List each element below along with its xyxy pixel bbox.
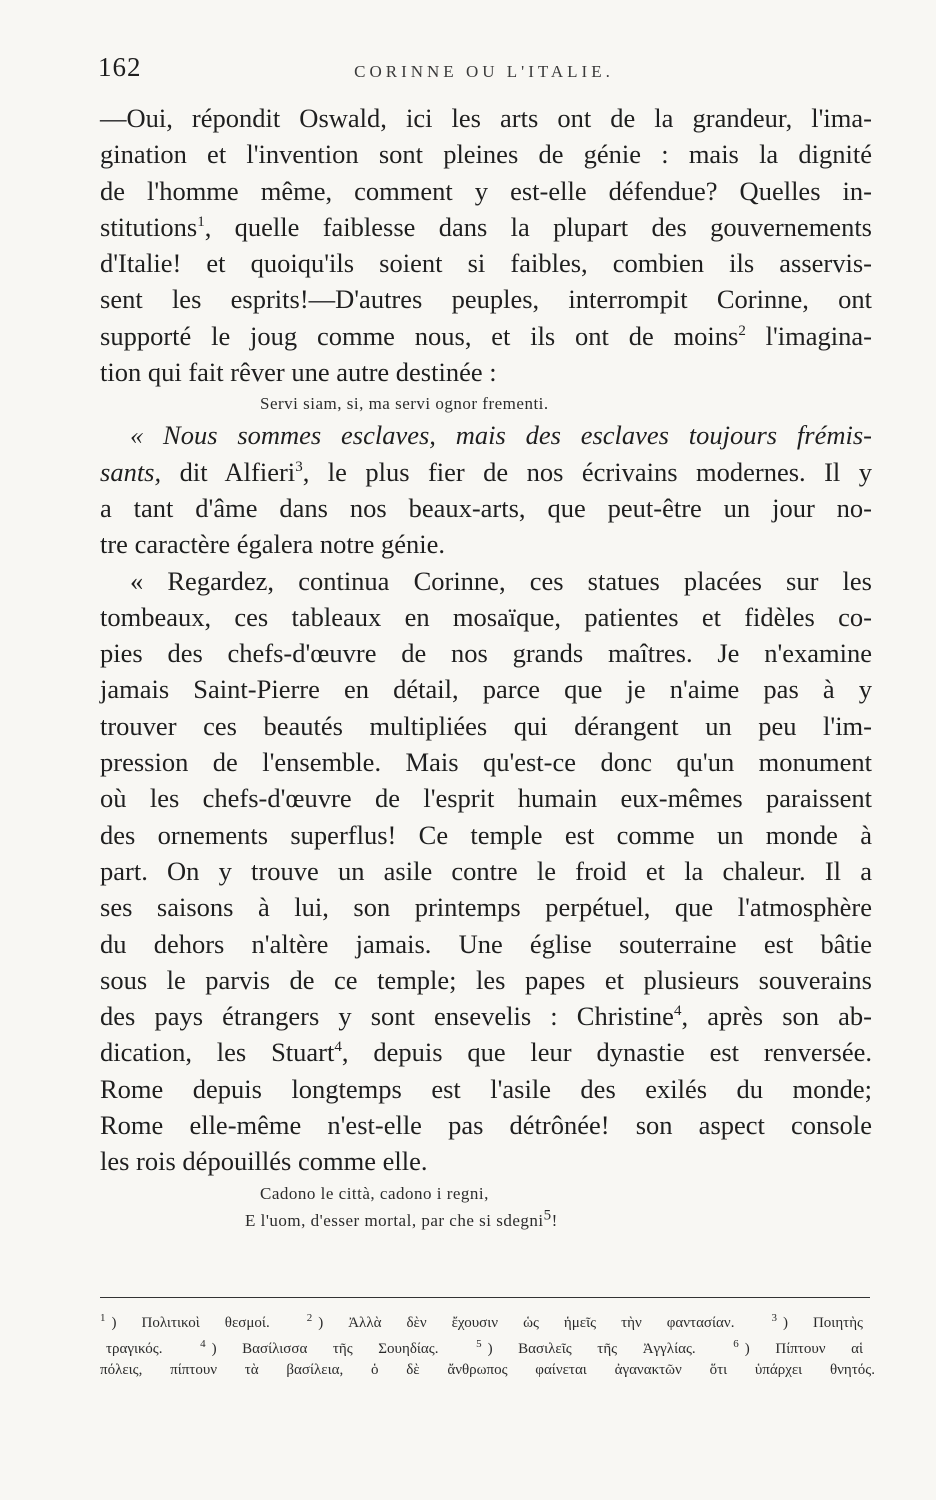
footnote-rule [100, 1297, 870, 1298]
text-line: jamais Saint-Pierre en détail, parce que je n'aime pas à y [100, 674, 872, 705]
verse-quote: Cadono le città, cadono i regni, [260, 1183, 489, 1203]
text-line: tre caractère égalera notre génie. [100, 529, 445, 560]
footnote-ref: 2 [738, 322, 746, 339]
text-line: pies des chefs-d'œuvre de nos grands maîtres. Je n'examine [100, 638, 872, 669]
text-line: trouver ces beautés multipliées qui dérangent un peu l'im- [100, 710, 872, 741]
text-line: dication, les Stuart$^4$, depuis que leur dynastie est renversée. [100, 1037, 872, 1068]
page-header [98, 52, 870, 92]
text-line: pression de l'ensemble. Mais qu'est-ce donc qu'un monument [100, 747, 872, 778]
text-line: sous le parvis de ce temple; les papes et plusieurs souverains [100, 964, 872, 995]
text-line: des ornements superflus! Ce temple est comme un monde à [100, 819, 872, 850]
footnote-ref: 5 [543, 1206, 552, 1223]
text-line: ses saisons à lui, son printemps perpétuel, que l'atmosphère [100, 892, 872, 923]
text-line: —Oui, répondit Oswald, ici les arts ont de la grandeur, l'ima- [100, 103, 872, 133]
footnote-line: $^1$ ) Πολιτικοὶ θεσμοί. $^2$ ) Ἀλλὰ δὲν ἔχουσιν ὡς ἡμεῖς τὴν φαντασίαν. $^3$ ) Ποιητὴς [100, 1312, 863, 1331]
footnote-ref: 4 [334, 1039, 342, 1056]
text-line: tion qui fait rêver une autre destinée : [100, 357, 497, 388]
text-line: où les chefs-d'œuvre de l'esprit humain eux-mêmes paraissent [100, 783, 872, 814]
running-title: CORINNE OU L'ITALIE. [354, 62, 614, 81]
text-line: d'Italie! et quoiqu'ils soient si faibles, combien ils asservis- [100, 248, 872, 279]
footnote-line: τραγικός. $^4$ ) Βασίλισσα τῆς Σουηδίας. $^5$ ) Βασιλεῖς τῆς Ἀγγλίας. $^6$ ) Πίπτουν αἱ [106, 1338, 864, 1357]
text-line: sants, dit Alfieri$^3$, le plus fier de nos écrivains modernes. Il y [100, 456, 872, 487]
footnote-ref: 3 [295, 458, 303, 475]
text-line: Rome depuis longtemps est l'asile des exilés du monde; [100, 1073, 872, 1104]
text-line: « Regardez, continua Corinne, ces statues placées sur les [130, 565, 872, 596]
text-line: gination et l'invention sont pleines de génie : mais la dignité [100, 139, 872, 170]
footnotes [100, 1305, 875, 1383]
footnote-ref: 4 [673, 1003, 682, 1020]
text-line: du dehors n'altère jamais. Une église souterraine est bâtie [100, 928, 872, 959]
text-line: des pays étrangers y sont ensevelis : Christine$^4$, après son ab- [100, 1001, 872, 1032]
text-line: sent les esprits!—D'autres peuples, interrompit Corinne, ont [100, 284, 872, 315]
footnote-ref: 1 [197, 214, 205, 231]
text-line: tombeaux, ces tableaux en mosaïque, patientes et fidèles co- [100, 601, 872, 632]
verse-quote: Servi siam, si, ma servi ognor frementi. [260, 394, 549, 414]
text-line: stitutions$^1$, quelle faiblesse dans la plupart des gouvernements [100, 211, 872, 242]
text-line: supporté le joug comme nous, et ils ont de moins$^2$ l'imagina- [100, 320, 872, 351]
text-line: a tant d'âme dans nos beaux-arts, que peut-être un jour no- [100, 492, 872, 523]
text-line: de l'homme même, comment y est-elle défendue? Quelles in- [100, 175, 872, 206]
text-line: « Nous sommes esclaves, mais des esclaves toujours frémis- [130, 420, 872, 451]
text-line: Rome elle-même n'est-elle pas détrônée! son aspect console [100, 1110, 872, 1141]
main-text [100, 100, 872, 1234]
verse-quote: E l'uom, d'esser mortal, par che si sdegni$^5$! [245, 1206, 558, 1230]
footnote-line: πόλεις, πίπτουν τὰ βασίλεια, ὁ δὲ ἄνθρωπος φαίνεται ἀγανακτῶν ὅτι ὑπάρχει θνητός. [100, 1362, 875, 1378]
text-line: part. On y trouve un asile contre le froid et la chaleur. Il a [100, 855, 872, 886]
page-number: 162 [98, 52, 142, 82]
text-line: les rois dépouillés comme elle. [100, 1146, 428, 1177]
